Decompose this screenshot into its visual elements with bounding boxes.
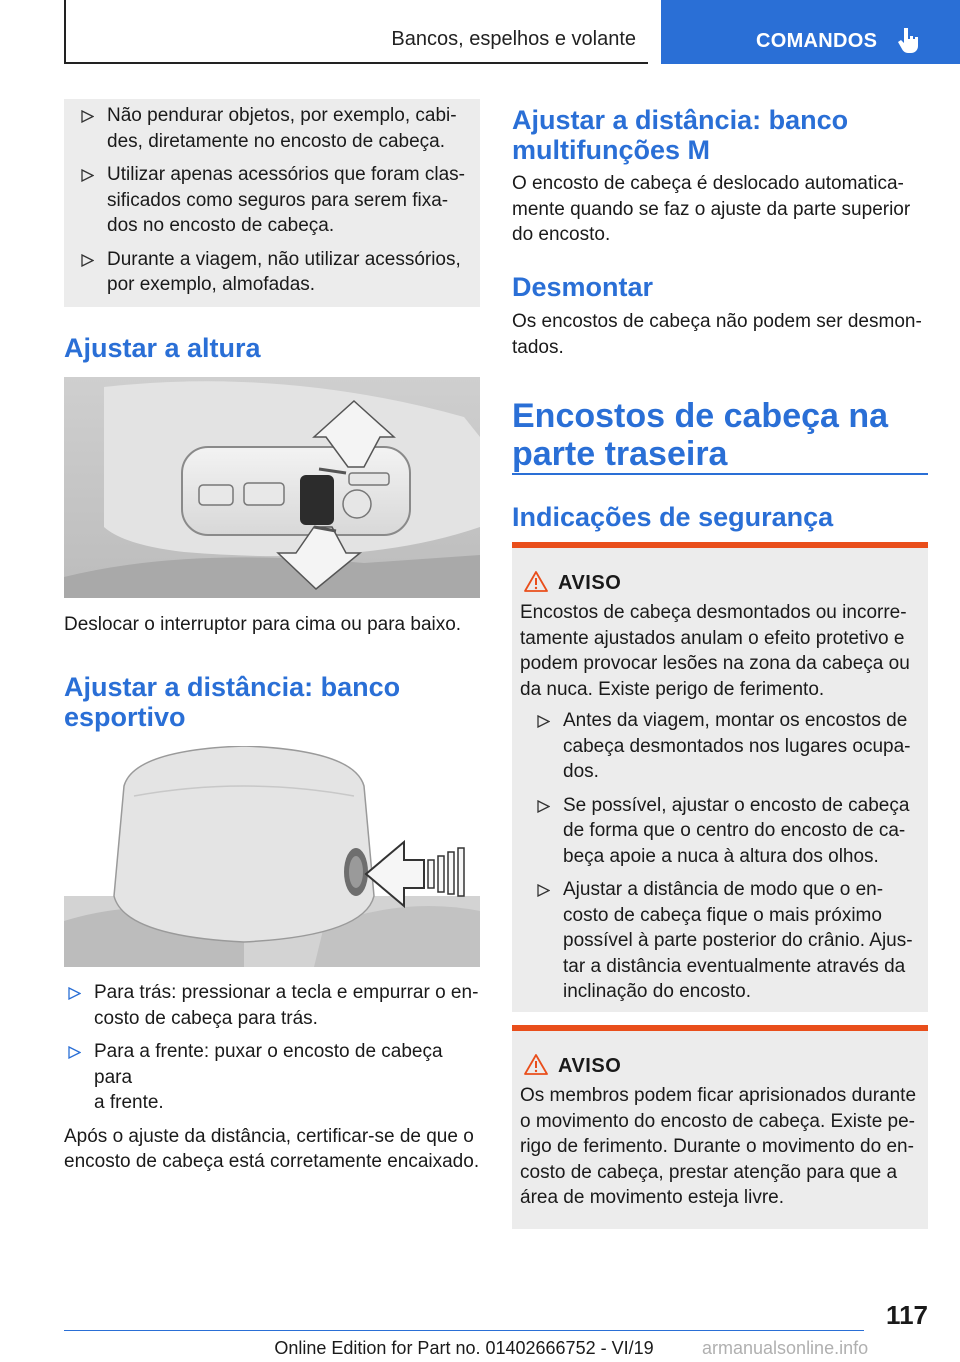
list-item-text: Utilizar apenas acessórios que foram clas- sificados como seguros para serem fixa- dos no encosto de cabeça.	[107, 164, 465, 236]
warning-triangle-icon	[524, 1053, 548, 1075]
list-item-text: Durante a viagem, não utilizar acessórios, por exemplo, almofadas.	[107, 248, 461, 295]
page-number: 117	[886, 1300, 928, 1330]
hand-pointer-icon	[895, 26, 921, 54]
warning-title: AVISO	[558, 1055, 622, 1077]
header-rule-horizontal	[64, 62, 648, 64]
warning-box	[512, 1025, 928, 1229]
header-tab-label: COMANDOS	[756, 30, 878, 52]
footer-rule	[64, 1330, 864, 1331]
edition-footer: Online Edition for Part no. 01402666752 - VI/19	[274, 1338, 654, 1358]
headrest-illustration	[64, 746, 480, 967]
list-item	[64, 247, 480, 298]
heading-rule	[512, 473, 928, 475]
triangle-bullet-icon	[81, 254, 94, 267]
list-item-text: Para trás: pressionar a tecla e empurrar o en- costo de cabeça para trás.	[94, 982, 479, 1029]
remove-heading: Desmontar	[512, 272, 654, 302]
triangle-bullet-icon	[537, 715, 550, 728]
list-item	[64, 162, 480, 239]
height-heading: Ajustar a altura	[64, 333, 261, 363]
list-item-text: Antes da viagem, montar os encostos de cabeça desmontados nos lugares ocupa- dos.	[563, 710, 911, 782]
triangle-bullet-icon	[537, 884, 550, 897]
seat-switch-illustration	[64, 377, 480, 598]
list-item	[64, 980, 480, 1031]
warning-text: Encostos de cabeça desmontados ou incorre- tamente ajustados anulam o efeito protetivo e podem provocar lesões na zona da cabeça ou da nuca. Existe perigo de ferimento.	[520, 602, 910, 700]
multifunction-seat-text: O encosto de cabeça é deslocado automatica- mente quando se faz o ajuste da parte superior do encosto.	[512, 173, 911, 245]
list-item	[520, 877, 920, 1005]
sport-after-text: Após o ajuste da distância, certificar-se de que o encosto de cabeça está corretamente encaixado.	[64, 1125, 480, 1172]
sport-seat-heading: Ajustar a distância: banco esportivo	[64, 672, 401, 732]
warning-title: AVISO	[558, 572, 622, 594]
list-item	[520, 793, 920, 870]
watermark: armanualsonline.info	[702, 1338, 869, 1358]
list-item-text: Se possível, ajustar o encosto de cabeça de forma que o centro do encosto de ca- beça apoie a nuca à altura dos olhos.	[563, 794, 910, 867]
safety-notes-box	[64, 99, 480, 307]
warning-box	[512, 542, 928, 1012]
list-item	[64, 1039, 480, 1116]
rear-headrests-heading: Encostos de cabeça na parte traseira	[512, 397, 889, 473]
header-section-title: Bancos, espelhos e volante	[391, 28, 636, 50]
warning-text: Os membros podem ficar aprisionados durante o movimento do encosto de cabeça. Existe pe- rigo de ferimento. Durante o movimento do en- costo de cabeça, prestar atenção para que a área de movimento esteja livre.	[520, 1085, 917, 1208]
remove-text: Os encostos de cabeça não podem ser desmon- tados.	[512, 311, 922, 358]
height-caption: Deslocar o interruptor para cima ou para baixo.	[64, 614, 462, 635]
triangle-bullet-icon	[68, 1046, 81, 1059]
list-item-text: Não pendurar objetos, por exemplo, cabi- des, diretamente no encosto de cabeça.	[107, 105, 457, 152]
multifunction-seat-heading: Ajustar a distância: banco multifunções M	[512, 105, 849, 165]
list-item	[520, 708, 920, 785]
warning-triangle-icon	[524, 570, 548, 592]
list-item-text: Ajustar a distância de modo que o en- costo de cabeça fique o mais próximo possível à parte posterior do crânio. Ajus- tar a distância eventualmente através da inclinação do encosto.	[563, 879, 913, 1002]
triangle-bullet-icon	[68, 987, 81, 1000]
header-tab	[661, 0, 960, 64]
list-item-text: Para a frente: puxar o encosto de cabeça para a frente.	[94, 1041, 443, 1113]
triangle-bullet-icon	[81, 169, 94, 182]
triangle-bullet-icon	[537, 800, 550, 813]
safety-heading: Indicações de segurança	[512, 502, 834, 532]
list-item	[64, 103, 480, 154]
triangle-bullet-icon	[81, 110, 94, 123]
